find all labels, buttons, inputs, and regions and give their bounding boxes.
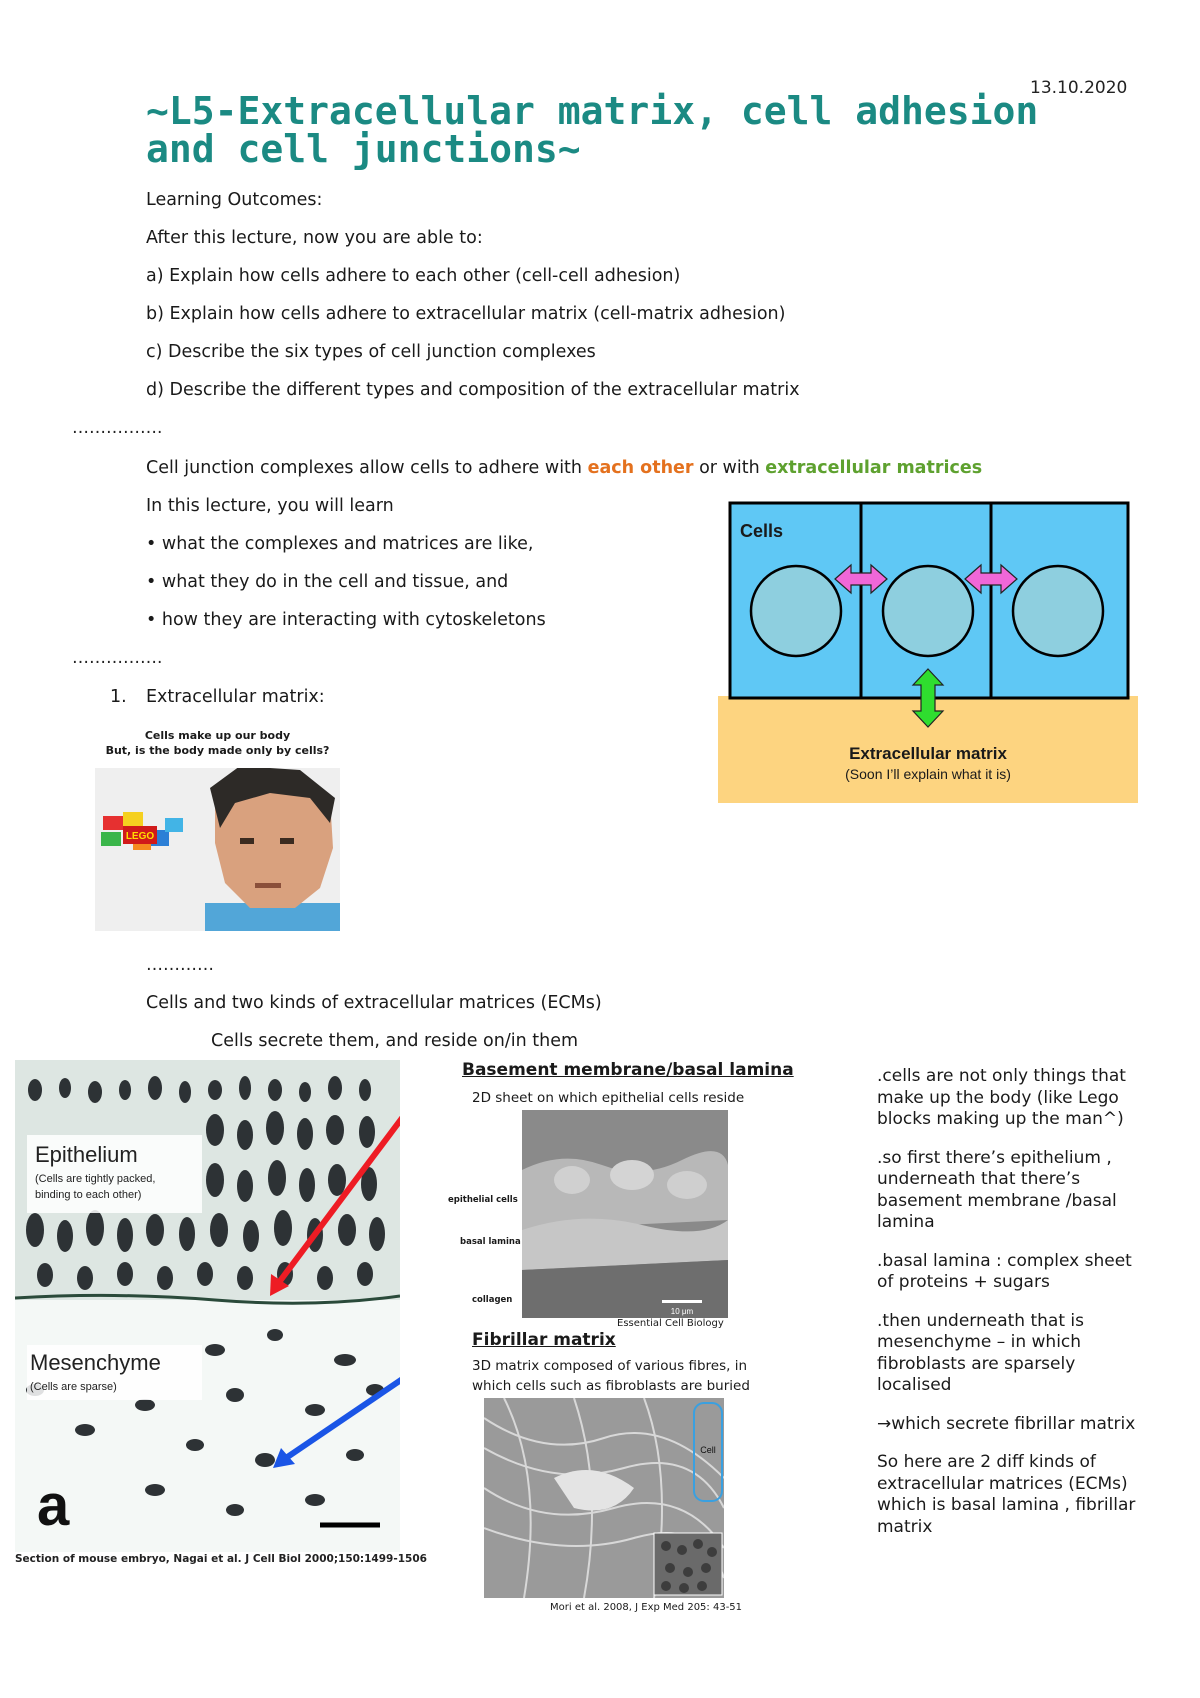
nucleus [883,566,973,656]
learn-bullet-3: • how they are interacting with cytoskeletons [146,610,546,630]
histology-image [15,1060,400,1552]
note: .cells are not only things that make up the body (like Lego blocks making up the man^) [877,1066,1126,1129]
fibrillar-sub-2: which cells such as fibroblasts are buried [472,1378,750,1394]
nucleus [751,566,841,656]
fibrillar-sub-1: 3D matrix composed of various fibres, in [472,1358,747,1374]
learn-intro: In this lecture, you will learn [146,496,394,516]
label-basal-lamina: basal lamina [460,1237,521,1247]
learn-bullet-1: • what the complexes and matrices are like, [146,534,534,554]
junction-ecm: extracellular matrices [765,458,983,478]
ecm-label: Extracellular matrix [849,744,1007,763]
note: .basal lamina : complex sheet of proteins + sugars [877,1250,1132,1292]
panel-letter: a [37,1473,70,1538]
histology-caption: Section of mouse embryo, Nagai et al. J Cell Biol 2000;150:1499-1506 [15,1553,427,1565]
note: So here are 2 diff kinds of extracellular matrices (ECMs) which is basal lamina , fibrillar matrix [877,1452,1136,1537]
nucleus [1013,566,1103,656]
cell-label: Cell [700,1445,716,1455]
notes-column [877,1066,1147,1555]
fibrillar-sem-image [484,1398,724,1598]
note: .so first there’s epithelium , underneath that there’s basement membrane /basal lamina [877,1147,1117,1232]
basement-title: Basement membrane/basal lamina [462,1060,794,1080]
sem-scale: 10 μm [670,1307,694,1316]
ecm-kinds-line-1: Cells and two kinds of extracellular matrices (ECMs) [146,993,602,1013]
separator-dots: ………… [146,955,214,975]
junction-text-mid: or with [693,458,766,478]
label-epithelial-cells: epithelial cells [448,1195,518,1205]
junction-text-pre: Cell junction complexes allow cells to adhere with [146,458,588,478]
note: →which secrete fibrillar matrix [877,1413,1136,1434]
outcomes-heading: Learning Outcomes: [146,190,323,210]
ecm-sublabel: (Soon I’ll explain what it is) [845,766,1011,782]
lego-caption [95,728,340,758]
fibrillar-title: Fibrillar matrix [472,1330,616,1350]
outcome-d: d) Describe the different types and composition of the extracellular matrix [146,380,800,400]
basement-sem-image [522,1110,728,1318]
fibrillar-subtitle [472,1356,772,1396]
date: 13.10.2020 [1030,78,1128,98]
cells-label: Cells [740,521,784,541]
title-line-2: and cell junctions~ [146,127,581,171]
epithelium-label: Epithelium [35,1142,138,1167]
junction-each-other: each other [587,458,694,478]
outcome-a: a) Explain how cells adhere to each other (cell-cell adhesion) [146,266,681,286]
basement-citation: Essential Cell Biology [617,1318,724,1329]
mesenchyme-sub: (Cells are sparse) [30,1381,117,1393]
epithelium-sub-1: (Cells are tightly packed, [35,1173,156,1185]
lego-caption-1: Cells make up our body [144,729,291,742]
separator-dots: ……………. [72,418,163,438]
epithelium-sub-2: binding to each other) [35,1189,142,1201]
outcome-b: b) Explain how cells adhere to extracellular matrix (cell-matrix adhesion) [146,304,786,324]
note: .then underneath that is mesenchyme – in which fibroblasts are sparsely localised [877,1310,1084,1395]
fibrillar-citation: Mori et al. 2008, J Exp Med 205: 43-51 [550,1602,743,1613]
label-collagen: collagen [472,1295,513,1305]
ecm-kinds-line-2: Cells secrete them, and reside on/in them [211,1031,579,1051]
page-title [146,89,1046,171]
lego-logo: LEGO [125,831,155,842]
section-heading [110,687,325,707]
outcome-c: c) Describe the six types of cell junction complexes [146,342,596,362]
separator-dots: ……………. [72,648,163,668]
learn-bullet-2: • what they do in the cell and tissue, and [146,572,509,592]
cell-ecm-diagram [718,501,1138,803]
outcomes-intro: After this lecture, now you are able to: [146,228,483,248]
title-line-1: ~L5-Extracellular matrix, cell adhesion [146,89,1039,133]
section-label: Extracellular matrix: [146,687,325,707]
section-number: 1. [110,687,127,707]
lego-man-image [95,768,340,931]
lego-caption-2: But, is the body made only by cells? [105,744,330,757]
junction-intro [146,458,982,478]
mesenchyme-label: Mesenchyme [30,1350,161,1375]
basement-subtitle: 2D sheet on which epithelial cells reside [472,1090,745,1106]
